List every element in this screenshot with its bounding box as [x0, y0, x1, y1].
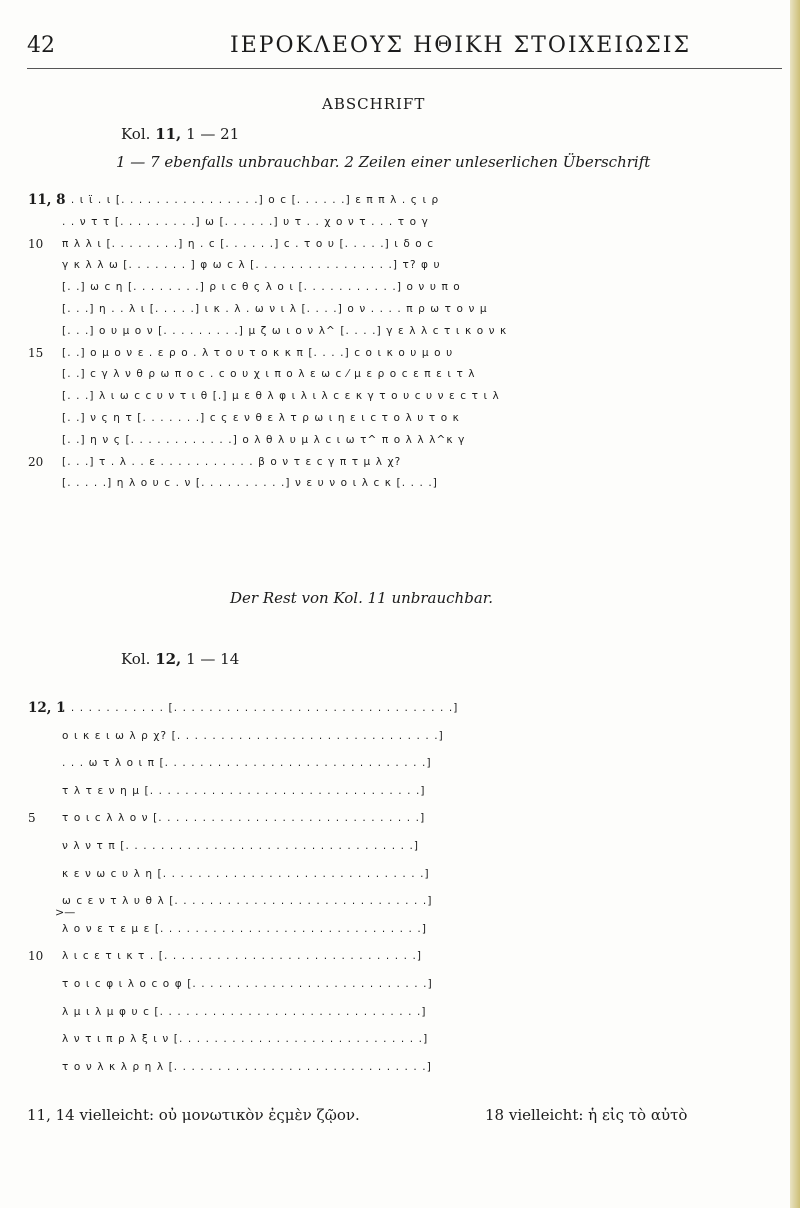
- line-text: λ μ ι λ μ φ υ c [. . . . . . . . . . . . . . . . . . . . . . . . . . . . . .]: [62, 1005, 427, 1018]
- line-number: 12, 1: [28, 700, 66, 716]
- kol12-line: [28, 971, 788, 999]
- kol12-line: [28, 805, 788, 833]
- kol11-range: 1 — 21: [186, 125, 240, 143]
- line-text: [. . .] λ ι ω c c υ ν τ ι θ [.] μ ε θ λ φ ι λ ι λ c ε κ γ τ ο υ c υ ν ε c τ ι λ: [62, 390, 500, 403]
- kol11-note: 1 — 7 ebenfalls unbrauchbar. 2 Zeilen einer unleserlichen Überschrift: [116, 153, 651, 171]
- kol11-line: [28, 408, 788, 430]
- kol11-line: [28, 321, 788, 343]
- line-text: ο ι κ ε ι ω λ ρ χ? [. . . . . . . . . . . . . . . . . . . . . . . . . . . . . .]: [62, 729, 444, 742]
- line-number: 10: [28, 949, 44, 964]
- kol12-line: [28, 888, 788, 916]
- kol11-line: [28, 343, 788, 365]
- line-text: ν λ ν τ π [. . . . . . . . . . . . . . . . . . . . . . . . . . . . . . . . .]: [62, 839, 420, 852]
- line-text: ω c ε ν τ λ υ θ λ [. . . . . . . . . . . . . . . . . . . . . . . . . . . . .]: [62, 895, 433, 908]
- line-number: 10: [28, 236, 44, 251]
- line-text: κ ε ν ω c υ λ η [. . . . . . . . . . . . . . . . . . . . . . . . . . . . . .]: [62, 867, 430, 880]
- line-text: . . ν τ τ [. . . . . . . . .] ω [. . . . . .] υ τ . . χ ο ν τ . . . τ ο γ: [62, 215, 429, 228]
- kol11-line: [28, 255, 788, 277]
- line-number: 20: [28, 454, 44, 469]
- kol11-transcription: [28, 190, 788, 495]
- line-text: λ ο ν ε τ ε μ ε [. . . . . . . . . . . . . . . . . . . . . . . . . . . . . .]: [62, 922, 428, 935]
- kol11-line: [28, 452, 788, 474]
- kol12-range: 1 — 14: [186, 650, 240, 668]
- line-text: [. .] c γ λ ν θ ρ ω π ο c . c ο υ χ ι π ο λ ε ω c ⁄ μ ε ρ ο c ε π ε ι τ λ: [62, 368, 476, 381]
- kol11-line: [28, 277, 788, 299]
- line-text: γ κ λ λ ω [. . . . . . . ] φ ω c λ [. . . . . . . . . . . . . . . .] τ? φ υ: [62, 259, 441, 272]
- line-text: τ ο ι c λ λ ο ν [. . . . . . . . . . . . . . . . . . . . . . . . . . . . . .]: [62, 812, 426, 825]
- kol11-caption: Der Rest von Kol. 11 unbrauchbar.: [230, 589, 494, 607]
- line-text: τ ο ν λ κ λ ρ η λ [. . . . . . . . . . . . . . . . . . . . . . . . . . . . .]: [62, 1060, 432, 1073]
- page-number: 42: [27, 33, 55, 58]
- line-text: [. . .] η . . λ ι [. . . . .] ι κ . λ . ω ν ι λ [. . . .] ο ν . . . . π ρ ω τ ο ν μ: [62, 302, 488, 315]
- kol12-line: [28, 778, 788, 806]
- kol11-line: [28, 212, 788, 234]
- line-text: . . . . . . . . . . . . [. . . . . . . . . . . . . . . . . . . . . . . . . . . . . . . .]: [62, 702, 459, 714]
- kol12-line: [28, 943, 788, 971]
- line-text: λ ι c ε τ ι κ τ . [. . . . . . . . . . . . . . . . . . . . . . . . . . . . .]: [62, 950, 423, 963]
- kol12-line: [28, 861, 788, 889]
- line-text: τ ο ι c φ ι λ ο c ο φ [. . . . . . . . . . . . . . . . . . . . . . . . . . .]: [62, 977, 433, 990]
- kol11-line: [28, 386, 788, 408]
- line-text: [. .] ο μ ο ν ε . ε ρ ο . λ τ ο υ τ ο κ κ π [. . . .] c ο ι κ ο υ μ ο υ: [62, 346, 454, 359]
- line-text: [. . .] τ . λ . . ε . . . . . . . . . . . β ο ν τ ε c γ π τ μ λ χ?: [62, 455, 402, 468]
- kol11-line: [28, 190, 788, 212]
- line-text: [. .] ν ς η τ [. . . . . . .] c ς ε ν θ ε λ τ ρ ω ι η ε ι c τ ο λ υ τ ο κ: [62, 411, 460, 424]
- kol11-line: [28, 364, 788, 386]
- marginal-arrow-icon: >—: [55, 906, 76, 919]
- kol12-number: 12,: [155, 650, 182, 668]
- line-text: [. .] ω c η [. . . . . . . .] ρ ι c θ ς λ ο ι [. . . . . . . . . . .] ο ν υ π ο: [62, 281, 461, 294]
- running-title: ΙΕΡΟΚΛΕΟΥΣ ΗΘΙΚΗ ΣΤΟΙΧΕΙΩΣΙΣ: [230, 33, 692, 58]
- kol12-label: Kol.: [121, 650, 151, 668]
- kol12-line: [28, 1054, 788, 1082]
- line-number: 15: [28, 345, 44, 360]
- line-text: τ λ τ ε ν η μ [. . . . . . . . . . . . . . . . . . . . . . . . . . . . . . .]: [62, 784, 426, 797]
- kol12-line: [28, 1026, 788, 1054]
- kol11-heading: [121, 125, 239, 143]
- kol12-transcription: [28, 695, 788, 1081]
- kol12-line: [28, 750, 788, 778]
- kol11-line: [28, 299, 788, 321]
- footnote-left: 11, 14 vielleicht: οὐ μονωτικὸν ἐςμὲν ζῷον.: [27, 1106, 360, 1124]
- kol12-line: [28, 916, 788, 944]
- scanned-page-edge: [790, 0, 800, 1208]
- line-number: 11, 8: [28, 192, 66, 208]
- kol12-line: [28, 723, 788, 751]
- kol12-line: [28, 695, 788, 723]
- kol12-line: [28, 999, 788, 1027]
- line-text: [. . . . .] η λ ο υ c . ν [. . . . . . . . . .] ν ε υ ν ο ι λ c κ [. . . .]: [62, 477, 438, 490]
- header-rule: [27, 68, 782, 69]
- kol11-line: [28, 473, 788, 495]
- kol11-line: [28, 430, 788, 452]
- kol11-line: [28, 234, 788, 256]
- kol12-heading: [121, 650, 239, 668]
- footnote-right: 18 vielleicht: ἡ εἰς τὸ αὐτὸ: [485, 1106, 688, 1124]
- line-text: . . . ω τ λ ο ι π [. . . . . . . . . . . . . . . . . . . . . . . . . . . . . .]: [62, 757, 432, 770]
- section-title: ABSCHRIFT: [322, 95, 426, 113]
- line-text: . . ι ϊ . ι [. . . . . . . . . . . . . . . .] ο c [. . . . . .] ε π π λ . ς ι ρ: [62, 194, 440, 206]
- line-text: π λ λ ι [. . . . . . . .] η . c [. . . . . .] c . τ ο υ [. . . . .] ι δ ο c: [62, 237, 435, 250]
- kol11-number: 11,: [155, 125, 182, 143]
- line-text: [. . .] ο υ μ ο ν [. . . . . . . . .] μ ζ ω ι ο ν λ^ [. . . .] γ ε λ λ c τ ι κ ο ν κ: [62, 324, 508, 337]
- kol11-label: Kol.: [121, 125, 151, 143]
- kol12-line: [28, 833, 788, 861]
- line-number: 5: [28, 811, 36, 826]
- line-text: λ ν τ ι π ρ λ ξ ι ν [. . . . . . . . . . . . . . . . . . . . . . . . . . . .]: [62, 1033, 429, 1046]
- line-text: [. .] η ν ς [. . . . . . . . . . . .] ο λ θ λ υ μ λ c ι ω τ^ π ο λ λ λ^κ γ: [62, 433, 466, 446]
